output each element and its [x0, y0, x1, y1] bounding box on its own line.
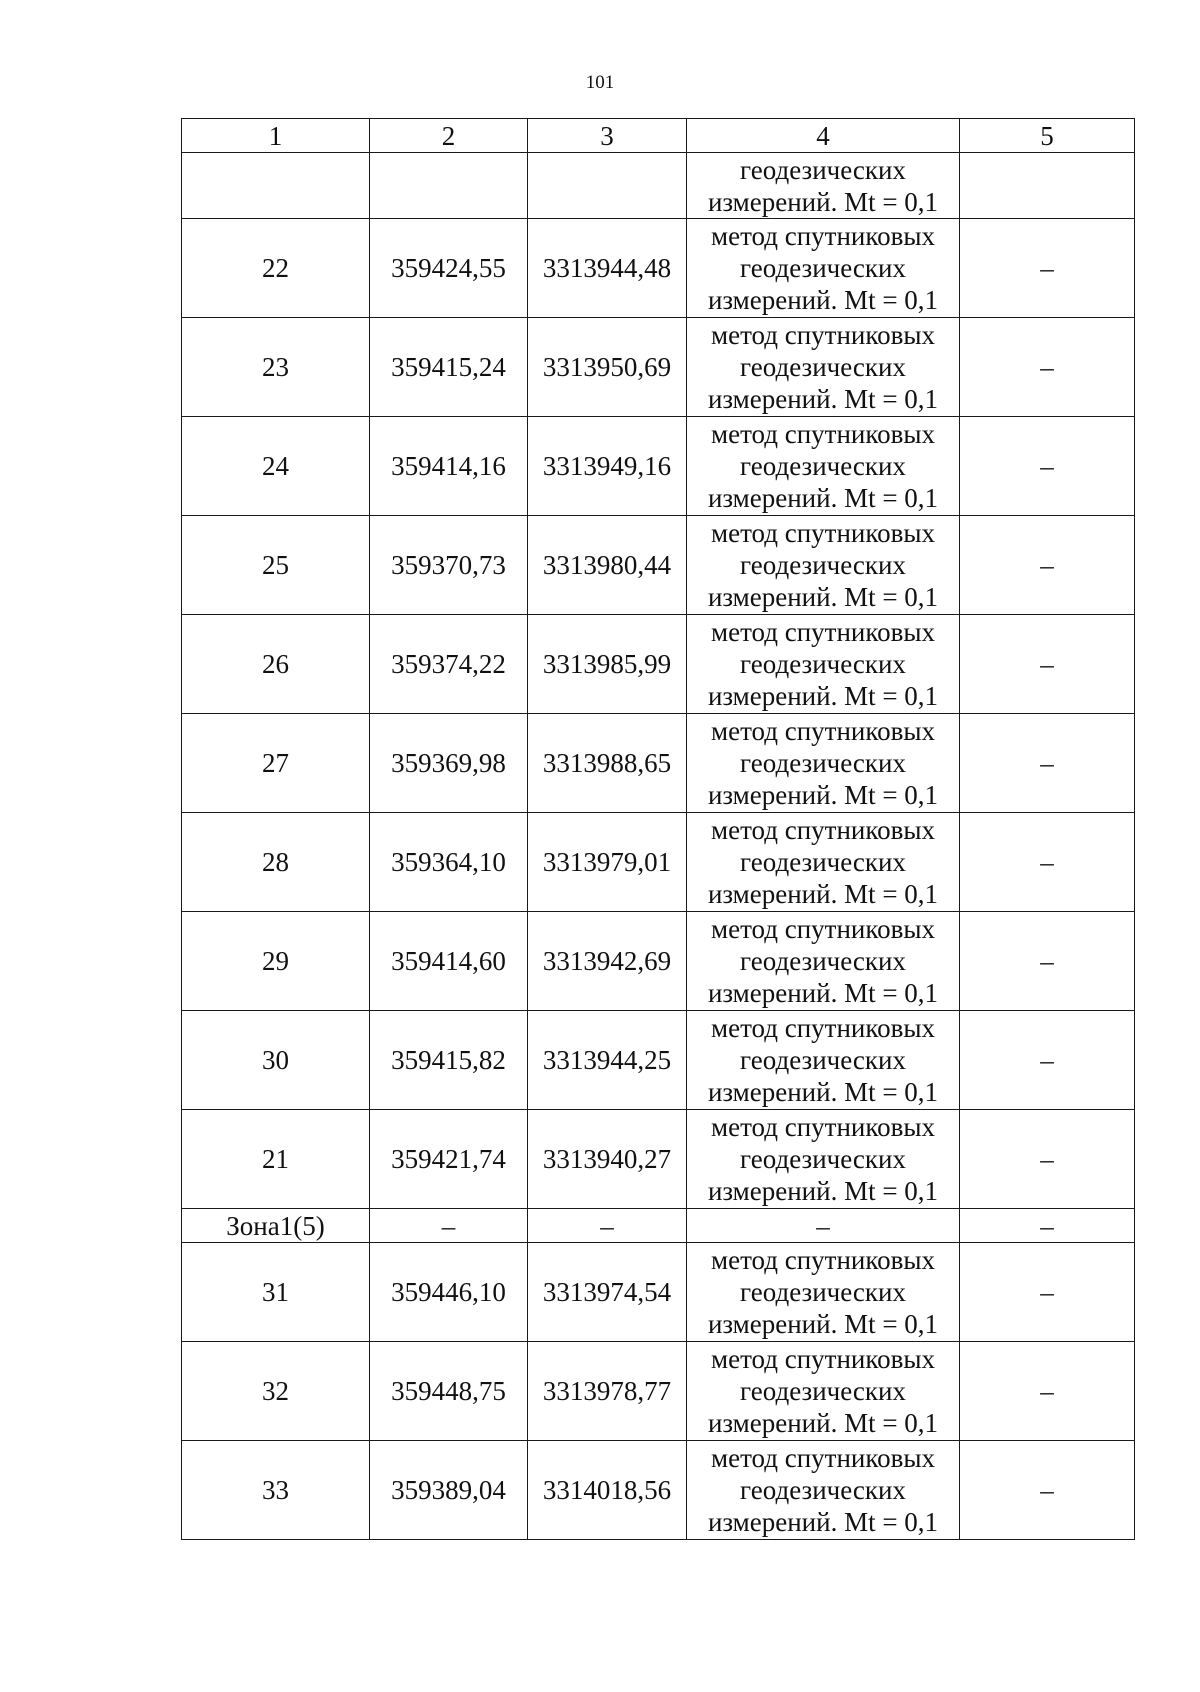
- method-line: метод спутниковых: [711, 716, 935, 746]
- method-line: метод спутниковых: [711, 617, 935, 647]
- coordinates-table: [181, 118, 1135, 1540]
- column-header-3: 3: [528, 119, 687, 153]
- method-cell: [687, 318, 960, 417]
- method-cell: [687, 813, 960, 912]
- note-cell: –: [960, 615, 1135, 714]
- note-cell: –: [960, 516, 1135, 615]
- table-row: [182, 1243, 1135, 1342]
- note-cell: –: [960, 813, 1135, 912]
- method-line: метод спутниковых: [711, 518, 935, 548]
- table-row: [182, 417, 1135, 516]
- method-line: геодезических: [740, 946, 906, 976]
- y-cell: 3314018,56: [528, 1441, 687, 1540]
- y-cell: 3313980,44: [528, 516, 687, 615]
- method-line: измерений. Mt = 0,1: [707, 1176, 939, 1206]
- point-cell: 21: [182, 1110, 370, 1209]
- note-cell: –: [960, 1110, 1135, 1209]
- method-line: метод спутниковых: [711, 1443, 935, 1473]
- method-line: геодезических: [740, 550, 906, 580]
- continuation-row: [182, 153, 1135, 219]
- y-cell: 3313944,48: [528, 219, 687, 318]
- method-line: метод спутниковых: [711, 914, 935, 944]
- table-row: [182, 1011, 1135, 1110]
- method-line: геодезических: [740, 748, 906, 778]
- method-cell: [687, 516, 960, 615]
- note-cell: –: [960, 912, 1135, 1011]
- zone-dash-cell: –: [960, 1209, 1135, 1243]
- page-number: 101: [585, 72, 615, 93]
- y-cell: 3313988,65: [528, 714, 687, 813]
- method-cell: [687, 417, 960, 516]
- point-cell: 23: [182, 318, 370, 417]
- note-cell: –: [960, 417, 1135, 516]
- method-line: измерений. Mt = 0,1: [707, 681, 939, 711]
- method-cell: [687, 1110, 960, 1209]
- point-cell: 33: [182, 1441, 370, 1540]
- x-cell: 359415,82: [370, 1011, 528, 1110]
- method-cell: [687, 1441, 960, 1540]
- table-row: [182, 1441, 1135, 1540]
- method-cell: [687, 714, 960, 813]
- y-cell: 3313944,25: [528, 1011, 687, 1110]
- table-row: [182, 714, 1135, 813]
- x-cell: 359369,98: [370, 714, 528, 813]
- method-line: метод спутниковых: [711, 815, 935, 845]
- method-line: измерений. Mt = 0,1: [707, 780, 939, 810]
- method-line: измерений. Mt = 0,1: [707, 285, 939, 315]
- x-cell: 359364,10: [370, 813, 528, 912]
- x-cell: 359446,10: [370, 1243, 528, 1342]
- note-cell: –: [960, 318, 1135, 417]
- y-cell: 3313942,69: [528, 912, 687, 1011]
- column-header-4: 4: [687, 119, 960, 153]
- zone-dash-cell: –: [687, 1209, 960, 1243]
- point-cell: 30: [182, 1011, 370, 1110]
- x-cell: 359415,24: [370, 318, 528, 417]
- method-line: геодезических: [740, 1144, 906, 1174]
- method-line: геодезических: [740, 649, 906, 679]
- method-cell: [687, 615, 960, 714]
- zone-row: [182, 1209, 1135, 1243]
- zone-dash-cell: –: [370, 1209, 528, 1243]
- y-cell: 3313949,16: [528, 417, 687, 516]
- table-row: [182, 813, 1135, 912]
- method-line: метод спутниковых: [711, 419, 935, 449]
- method-line: измерений. Mt = 0,1: [707, 1507, 939, 1537]
- method-line: метод спутниковых: [711, 320, 935, 350]
- point-cell: 26: [182, 615, 370, 714]
- table-row: [182, 516, 1135, 615]
- zone-dash-cell: –: [528, 1209, 687, 1243]
- method-cell: [687, 219, 960, 318]
- x-cell: 359414,16: [370, 417, 528, 516]
- x-cell: 359424,55: [370, 219, 528, 318]
- column-header-5: 5: [960, 119, 1135, 153]
- method-line: геодезических: [740, 847, 906, 877]
- method-line: метод спутниковых: [711, 1112, 935, 1142]
- x-cell: 359370,73: [370, 516, 528, 615]
- note-cell: [960, 153, 1135, 219]
- point-cell: 29: [182, 912, 370, 1011]
- note-cell: –: [960, 714, 1135, 813]
- method-cell: [687, 1243, 960, 1342]
- x-cell: 359414,60: [370, 912, 528, 1011]
- method-line: геодезических: [740, 1277, 906, 1307]
- method-line: измерений. Mt = 0,1: [707, 1408, 939, 1438]
- x-cell: [370, 153, 528, 219]
- column-header-2: 2: [370, 119, 528, 153]
- method-line: геодезических: [740, 1475, 906, 1505]
- x-cell: 359374,22: [370, 615, 528, 714]
- column-header-1: 1: [182, 119, 370, 153]
- method-line: измерений. Mt = 0,1: [707, 978, 939, 1008]
- y-cell: 3313940,27: [528, 1110, 687, 1209]
- method-cell: [687, 1011, 960, 1110]
- table-row: [182, 1342, 1135, 1441]
- note-cell: –: [960, 1342, 1135, 1441]
- point-cell: 32: [182, 1342, 370, 1441]
- x-cell: 359389,04: [370, 1441, 528, 1540]
- y-cell: 3313950,69: [528, 318, 687, 417]
- point-cell: 31: [182, 1243, 370, 1342]
- method-line: измерений. Mt = 0,1: [707, 483, 939, 513]
- note-cell: –: [960, 219, 1135, 318]
- method-line: измерений. Mt = 0,1: [707, 1309, 939, 1339]
- method-line: геодезических: [740, 253, 906, 283]
- y-cell: 3313985,99: [528, 615, 687, 714]
- table-row: [182, 1110, 1135, 1209]
- method-line: метод спутниковых: [711, 221, 935, 251]
- method-line: измерений. Mt = 0,1: [707, 186, 939, 217]
- method-line: геодезических: [740, 352, 906, 382]
- note-cell: –: [960, 1243, 1135, 1342]
- table-row: [182, 219, 1135, 318]
- method-line: геодезических: [740, 1045, 906, 1075]
- y-cell: [528, 153, 687, 219]
- method-line: измерений. Mt = 0,1: [707, 384, 939, 414]
- method-line: измерений. Mt = 0,1: [707, 582, 939, 612]
- point-cell: 22: [182, 219, 370, 318]
- method-line: геодезических: [740, 154, 906, 185]
- method-line: метод спутниковых: [711, 1013, 935, 1043]
- method-cell: [687, 912, 960, 1011]
- note-cell: –: [960, 1441, 1135, 1540]
- point-cell: 27: [182, 714, 370, 813]
- point-cell: 25: [182, 516, 370, 615]
- point-cell: 24: [182, 417, 370, 516]
- method-line: метод спутниковых: [711, 1245, 935, 1275]
- table-header-row: [182, 119, 1135, 153]
- zone-label-cell: Зона1(5): [182, 1209, 370, 1243]
- table-row: [182, 318, 1135, 417]
- method-line: метод спутниковых: [711, 1344, 935, 1374]
- y-cell: 3313978,77: [528, 1342, 687, 1441]
- method-cell: [687, 153, 960, 219]
- point-cell: [182, 153, 370, 219]
- method-line: измерений. Mt = 0,1: [707, 879, 939, 909]
- method-cell: [687, 1342, 960, 1441]
- y-cell: 3313974,54: [528, 1243, 687, 1342]
- table-body: [182, 119, 1135, 1540]
- method-line: геодезических: [740, 1376, 906, 1406]
- method-line: измерений. Mt = 0,1: [707, 1077, 939, 1107]
- x-cell: 359421,74: [370, 1110, 528, 1209]
- note-cell: –: [960, 1011, 1135, 1110]
- y-cell: 3313979,01: [528, 813, 687, 912]
- method-line: геодезических: [740, 451, 906, 481]
- table-row: [182, 912, 1135, 1011]
- table-row: [182, 615, 1135, 714]
- point-cell: 28: [182, 813, 370, 912]
- x-cell: 359448,75: [370, 1342, 528, 1441]
